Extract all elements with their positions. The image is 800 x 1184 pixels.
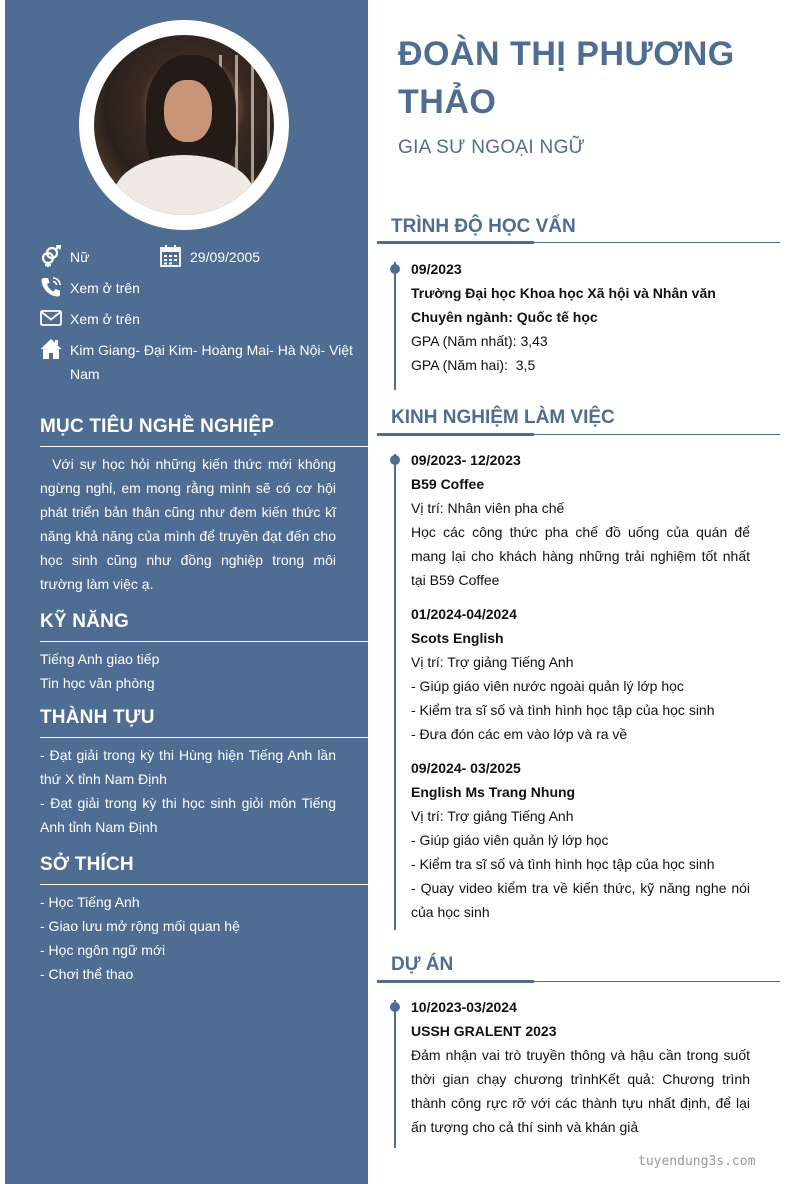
phone-row [40,276,340,300]
phone-value: Xem ở trên [70,280,140,296]
objective-text: Với sự học hỏi những kiến thức mới không ngừng nghỉ, em mong rằng mình sẽ có cơ hội phát triển bản thân cũng như đem kiến thức kĩ năng khả năng của mình để truyền đạt đến cho học sinh cũng như đồng nghiệp trong môi trường làm việc ạ. [40,456,340,592]
job-company: Scots English [411,630,504,646]
divider [40,446,373,447]
avatar-frame [79,20,289,230]
education-gpa: GPA (Năm nhất): 3,43 [411,333,548,349]
section-rule [534,981,780,982]
gender-value: Nữ [70,249,90,265]
job-company: B59 Coffee [411,476,485,492]
job-date: 01/2024-04/2024 [411,606,517,622]
timeline-dot [390,1002,400,1012]
timeline-line [394,262,396,390]
job-date: 09/2024- 03/2025 [411,760,521,776]
hobby-item: - Học Tiếng Anh [40,894,140,910]
section-rule [377,241,534,244]
job-detail: Học các công thức pha chế đồ uống của quán để mang lại cho khách hàng những trải nghiệm tốt nhất tại B59 Coffee [411,524,750,588]
section-rule [377,980,534,983]
achievements-title: THÀNH TỰU [40,707,155,728]
skill-item: Tin học văn phòng [40,675,155,691]
job-detail: - Kiểm tra sĩ số và tình hình học tập của học sinh [411,702,715,718]
education-school: Trường Đại học Khoa học Xã hội và Nhân văn Chuyên ngành: Quốc tế học [411,285,716,325]
job-position: Vị trí: Trợ giảng Tiếng Anh [411,654,574,670]
home-icon [40,338,62,360]
job-detail: - Kiểm tra sĩ số và tình hình học tập của học sinh [411,856,715,872]
hobbies-title: SỞ THÍCH [40,854,134,875]
dob-value: 29/09/2005 [190,249,261,265]
section-rule [534,434,780,435]
avatar [94,35,274,215]
divider [40,737,373,738]
gender-row [40,245,160,269]
hobbies-list [40,890,336,986]
project-date: 10/2023-03/2024 [411,999,517,1015]
job-date: 09/2023- 12/2023 [411,452,521,468]
job-position: Vị trí: Nhân viên pha chế [411,500,565,516]
job-detail: - Giúp giáo viên quản lý lớp học [411,832,609,848]
project-name: USSH GRALENT 2023 [411,1023,557,1039]
job-company: English Ms Trang Nhung [411,784,576,800]
hobby-item: - Chơi thể thao [40,966,134,982]
education-date: 09/2023 [411,261,462,277]
address-value: Kim Giang- Đại Kim- Hoàng Mai- Hà Nội- Việt Nam [70,342,353,382]
project-entry [411,995,750,1139]
achievement-item: - Đạt giải trong kỳ thi học sinh giỏi môn Tiếng Anh tỉnh Nam Định [40,795,336,835]
timeline-dot [390,264,400,274]
timeline-dot [390,455,400,465]
skill-item: Tiếng Anh giao tiếp [40,651,160,667]
address-row [40,338,360,386]
experience-title: KINH NGHIỆM LÀM VIỆC [391,407,615,428]
sidebar [5,0,368,1184]
dob-row [160,245,330,269]
email-value: Xem ở trên [70,311,140,327]
gender-icon [40,245,62,267]
skills-list [40,647,336,695]
education-title: TRÌNH ĐỘ HỌC VẤN [391,216,576,237]
email-row [40,307,340,331]
job-detail: - Quay video kiểm tra về kiến thức, kỹ năng nghe nói của học sinh [411,880,750,920]
candidate-title: GIA SƯ NGOẠI NGỮ [398,137,586,158]
phone-icon [40,276,62,298]
email-icon [40,307,62,329]
achievements-list [40,743,336,839]
projects-title: DỰ ÁN [391,954,454,975]
objective-title: MỤC TIÊU NGHỀ NGHIỆP [40,416,275,437]
achievement-item: - Đạt giải trong kỳ thi Hùng hiện Tiếng Anh lần thứ X tỉnh Nam Định [40,747,336,787]
skills-title: KỸ NĂNG [40,611,130,632]
job-entry [411,602,750,746]
job-entry [411,448,750,592]
job-position: Vị trí: Trợ giảng Tiếng Anh [411,808,574,824]
divider [40,641,373,642]
section-rule [534,242,780,243]
job-entry [411,756,750,924]
candidate-name: ĐOÀN THỊ PHƯƠNG THẢO [398,35,735,121]
hobby-item: - Học ngôn ngữ mới [40,942,166,958]
calendar-icon [160,245,182,267]
timeline-line [394,454,396,930]
job-detail: - Đưa đón các em vào lớp và ra về [411,726,628,742]
watermark: tuyendung3s.com [638,1154,756,1169]
education-gpa: GPA (Năm hai): 3,5 [411,357,536,373]
divider [40,884,373,885]
timeline-line [394,1000,396,1148]
job-detail: - Giúp giáo viên nước ngoài quản lý lớp học [411,678,684,694]
section-rule [377,433,534,436]
project-description: Đảm nhận vai trò truyền thông và hậu cần trong suốt thời gian chạy chương trìnhKết quả: Chương trình thành công rực rỡ với các thành tựu nhất định, để lại ấn tượng cho cả thí sinh và khán giả [411,1047,750,1135]
education-entry [411,257,750,377]
hobby-item: - Giao lưu mở rộng mối quan hệ [40,918,240,934]
